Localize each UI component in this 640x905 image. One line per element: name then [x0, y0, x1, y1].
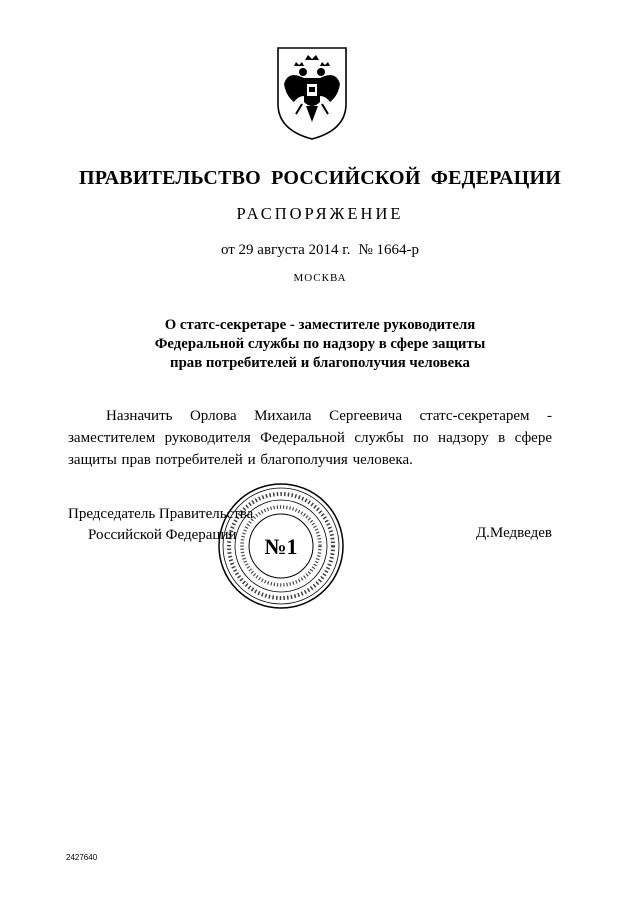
signatory-title-line: Председатель Правительства	[68, 506, 254, 522]
seal-center-text: №1	[264, 534, 298, 559]
signatory-title-line: Российской Федерации	[88, 527, 237, 543]
document-city: МОСКВА	[293, 272, 347, 284]
document-type: РАСПОРЯЖЕНИЕ	[236, 204, 404, 223]
government-title: ПРАВИТЕЛЬСТВО РОССИЙСКОЙ ФЕДЕРАЦИИ	[79, 167, 561, 189]
document-code: 2427640	[66, 853, 98, 862]
official-stamp-icon	[216, 481, 346, 611]
document-date-line	[0, 242, 640, 259]
subject-line: прав потребителей и благополучия человека	[170, 355, 470, 371]
document-subject	[130, 316, 510, 373]
subject-line: Федеральной службы по надзору в сфере защиты	[154, 336, 486, 352]
signatory-name: Д.Медведев	[475, 525, 552, 541]
subject-line: О статс-секретаре - заместителе руководителя	[164, 317, 476, 333]
russian-coat-of-arms-icon	[274, 44, 350, 142]
document-date: от 29 августа 2014 г.	[220, 242, 351, 258]
document-body: Назначить Орлова Михаила Сергеевича статс-секретарем - заместителем руководителя Федеральной службы по надзору в сфере защиты прав потребителей и благополучия человека.	[68, 408, 552, 468]
document-number: № 1664-р	[358, 242, 420, 258]
